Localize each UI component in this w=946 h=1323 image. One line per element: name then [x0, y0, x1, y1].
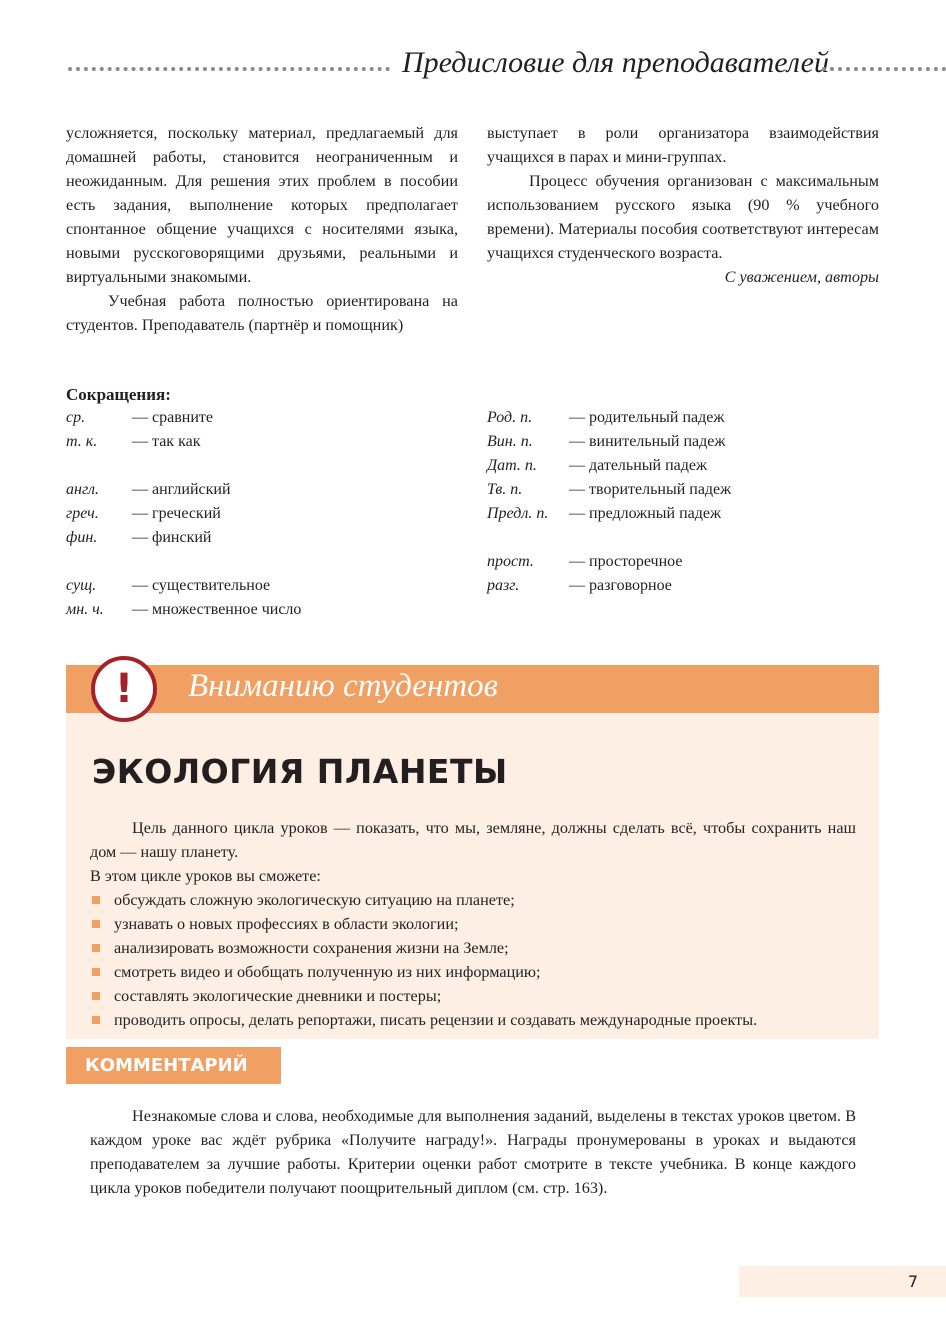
abbr-meaning: — сравните: [132, 409, 213, 426]
list-item: [90, 888, 856, 912]
abbr-term: разг.: [487, 577, 520, 594]
abbr-term: греч.: [66, 505, 99, 522]
abbr-term: ср.: [66, 409, 86, 426]
list-item: [90, 984, 856, 1008]
list-item-text: узнавать о новых профессиях в области экологии;: [114, 915, 459, 933]
list-item-text: проводить опросы, делать репортажи, писать рецензии и создавать международные проекты.: [114, 1011, 758, 1029]
abbr-term: англ.: [66, 481, 99, 498]
abbr-term: сущ.: [66, 577, 97, 594]
comment-label: [66, 1047, 281, 1084]
list-item-text: составлять экологические дневники и постеры;: [114, 987, 442, 1005]
abbr-meaning: — существительное: [132, 577, 271, 594]
header-dots-right: [822, 67, 946, 71]
list-item-text: смотреть видео и обобщать полученную из них информацию;: [114, 963, 541, 981]
running-header: [0, 44, 946, 84]
bullet-square-icon: [92, 896, 100, 904]
signature: С уважением, авторы: [724, 268, 879, 286]
abbreviations-title: Сокращения:: [66, 385, 171, 404]
abbr-meaning: — предложный падеж: [569, 505, 722, 522]
page-number-box: [739, 1266, 946, 1297]
list-item: [90, 936, 856, 960]
header-dots-left: [68, 67, 390, 71]
abbr-term: Предл. п.: [487, 505, 549, 522]
abbr-meaning: — множественное число: [132, 601, 302, 618]
comment-text-block: [90, 1104, 856, 1200]
bullet-square-icon: [92, 992, 100, 1000]
abbr-term: т. к.: [66, 433, 98, 450]
bullet-square-icon: [92, 1016, 100, 1024]
abbr-term: Род. п.: [487, 409, 533, 426]
exclamation-icon: [91, 656, 157, 722]
comment-paragraph: Незнакомые слова и слова, необходимые для выполнения заданий, выделены в текстах уроков цветом. В каждом уроке вас ждёт рубрика «Получите награду!». Награды пронумерованы в уроках и выдаются преподавателем за лучшие работы. Критерии оценки работ смотрите в тексте учебника. В конце каждого цикла уроков победители получают поощрительный диплом (см. стр. 163).: [90, 1107, 856, 1197]
abbr-meaning: — винительный падеж: [569, 433, 726, 450]
abbr-meaning: — финский: [132, 529, 212, 546]
abbr-meaning: — просторечное: [569, 553, 683, 570]
abbr-meaning: — разговорное: [569, 577, 672, 594]
exclamation-mark: !: [114, 666, 134, 712]
list-item-text: анализировать возможности сохранения жизни на Земле;: [114, 939, 509, 957]
abbr-term: Вин. п.: [487, 433, 533, 450]
abbr-term: прост.: [487, 553, 534, 570]
abbr-meaning: — родительный падеж: [569, 409, 725, 426]
left-column: [66, 121, 458, 337]
section-heading: ЭКОЛОГИЯ ПЛАНЕТЫ: [92, 752, 508, 791]
right-paragraph-1: выступает в роли организатора взаимодействия учащихся в парах и мини-группах.: [487, 124, 879, 166]
students-banner: [66, 665, 879, 713]
bullet-square-icon: [92, 944, 100, 952]
comment-label-text: КОММЕНТАРИЙ: [85, 1055, 248, 1076]
students-banner-title: Вниманию студентов: [188, 668, 498, 704]
goals-list: [90, 888, 856, 1032]
right-column: [487, 121, 879, 289]
bullet-square-icon: [92, 968, 100, 976]
list-item: [90, 1008, 856, 1032]
students-lead: В этом цикле уроков вы сможете:: [90, 867, 321, 885]
abbr-meaning: — греческий: [132, 505, 221, 522]
page-number: 7: [907, 1272, 918, 1291]
left-paragraph-1: усложняется, поскольку материал, предлагаемый для домашней работы, становится неограниченным и неожиданным. Для решения этих проблем в пособии есть задания, выполнение которых предполагает спонтанное общение учащихся с носителями языка, новыми русскоговорящими друзьями, реальными и виртуальными знакомыми.: [66, 124, 458, 286]
abbr-term: Дат. п.: [487, 457, 537, 474]
list-item: [90, 912, 856, 936]
right-paragraph-2: Процесс обучения организован с максимальным использованием русского языка (90 % учебного времени). Материалы пособия соответствуют интересам учащихся студенческого возраста.: [487, 172, 879, 262]
abbr-term: Тв. п.: [487, 481, 523, 498]
abbr-term: фин.: [66, 529, 98, 546]
list-item-text: обсуждать сложную экологическую ситуацию на планете;: [114, 891, 515, 909]
abbr-meaning: — английский: [132, 481, 231, 498]
left-paragraph-2: Учебная работа полностью ориентирована на студентов. Преподаватель (партнёр и помощник): [66, 292, 458, 334]
bullet-square-icon: [92, 920, 100, 928]
abbr-meaning: — творительный падеж: [569, 481, 732, 498]
students-text: [90, 816, 856, 1032]
header-title: Предисловие для преподавателей: [402, 46, 830, 79]
abbr-term: мн. ч.: [66, 601, 104, 618]
students-intro: Цель данного цикла уроков — показать, что мы, земляне, должны сделать всё, чтобы сохранить наш дом — нашу планету.: [90, 819, 856, 861]
abbr-meaning: — дательный падеж: [569, 457, 708, 474]
abbr-meaning: — так как: [132, 433, 201, 450]
list-item: [90, 960, 856, 984]
